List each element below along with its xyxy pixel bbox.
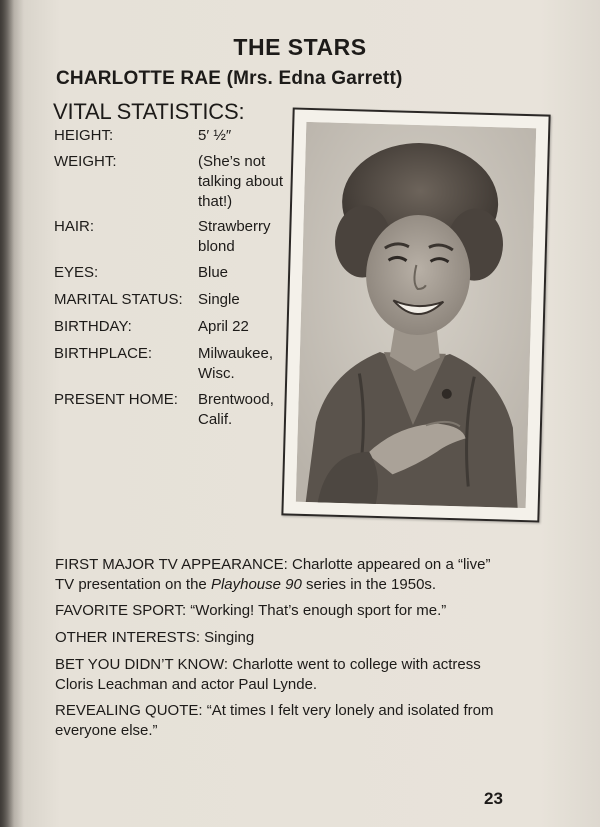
stat-value-hair-line1: Strawberry (198, 218, 271, 235)
playhouse-90-title: Playhouse 90 (210, 576, 302, 593)
stat-value-present-home-line1: Brentwood, (198, 391, 274, 408)
page-number: 23 (484, 789, 503, 808)
first-tv-line2-pre: TV presentation on the (55, 576, 211, 593)
portrait-photo (296, 122, 537, 508)
stat-label-marital-status: MARITAL STATUS: (54, 291, 183, 308)
stat-label-eyes: EYES: (54, 264, 99, 281)
stat-value-birthplace-line2: Wisc. (198, 365, 235, 382)
first-tv-line1: FIRST MAJOR TV APPEARANCE: Charlotte appeared on a “live” (55, 556, 491, 573)
stat-label-height: HEIGHT: (54, 127, 114, 144)
first-tv-line2-post: series in the 1950s. (301, 576, 437, 593)
stat-value-weight-line3: that!) (198, 193, 233, 210)
first-major-tv-appearance (55, 555, 525, 595)
bet-you-line1: BET YOU DIDN’T KNOW: Charlotte went to college with actress (55, 656, 481, 673)
other-interests: OTHER INTERESTS: Singing (55, 629, 255, 646)
stat-value-height: 5′ ½″ (198, 127, 232, 144)
stat-label-hair: HAIR: (54, 218, 95, 235)
stat-value-eyes: Blue (198, 264, 229, 281)
revealing-quote (55, 701, 525, 741)
stat-value-weight-line2: talking about (198, 173, 284, 190)
stat-label-birthplace: BIRTHPLACE: (54, 345, 153, 362)
stat-value-weight-line1: (She’s not (198, 153, 266, 170)
stat-value-present-home-line2: Calif. (198, 411, 233, 428)
portrait-photo-frame (281, 107, 550, 522)
stat-label-birthday: BIRTHDAY: (54, 318, 132, 335)
bet-you-line2: Cloris Leachman and actor Paul Lynde. (55, 676, 318, 693)
favorite-sport: FAVORITE SPORT: “Working! That’s enough sport for me.” (55, 602, 447, 619)
stat-value-birthday: April 22 (198, 318, 249, 335)
spine-shadow (0, 0, 14, 827)
stat-label-weight: WEIGHT: (54, 153, 117, 170)
first-tv-line2 (55, 575, 525, 595)
stat-value-marital-status: Single (198, 291, 240, 308)
revealing-quote-line2: everyone else.” (55, 722, 158, 739)
section-title: THE STARS (233, 34, 367, 60)
stat-value-hair-line2: blond (198, 238, 235, 255)
star-name-heading: CHARLOTTE RAE (Mrs. Edna Garrett) (56, 68, 403, 89)
stat-value-birthplace-line1: Milwaukee, (198, 345, 274, 362)
stat-label-present-home: PRESENT HOME: (54, 391, 178, 408)
revealing-quote-line1: REVEALING QUOTE: “At times I felt very lonely and isolated from (55, 702, 494, 719)
vital-statistics-heading: VITAL STATISTICS: (53, 99, 245, 124)
bet-you-didnt-know (55, 655, 525, 695)
